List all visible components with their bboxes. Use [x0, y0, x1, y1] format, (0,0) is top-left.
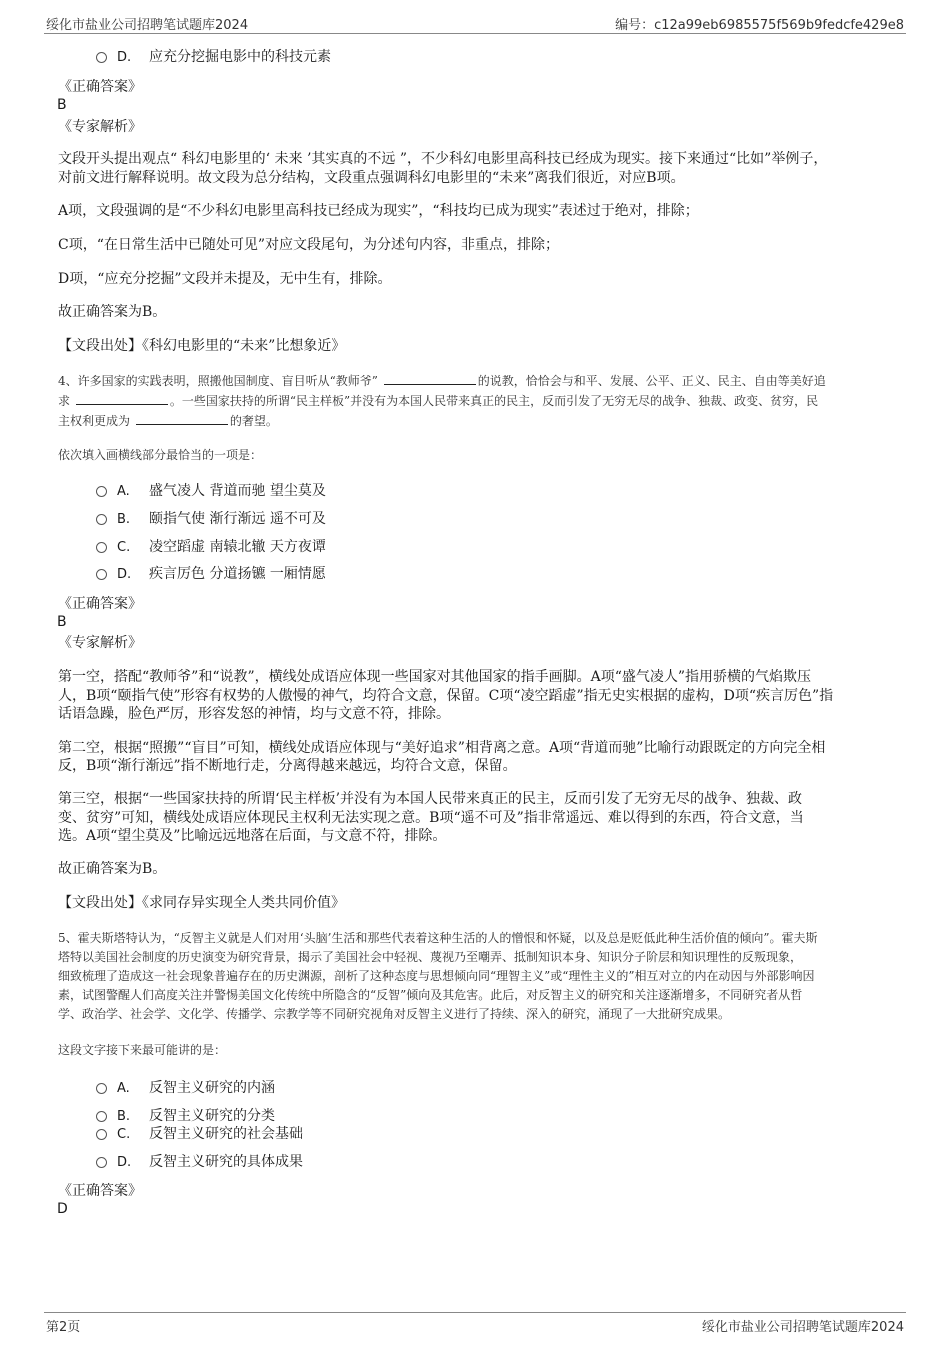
blank-1 [384, 372, 476, 385]
q3-option-d[interactable]: D. 应充分挖掘电影中的科技元素 [96, 49, 331, 66]
q4-prompt: 依次填入画横线部分最恰当的一项是： [58, 448, 263, 462]
q3-analysis-p1-l2: 对前文进行解释说明。故文段为总分结构，文段重点强调科幻电影里的“未来”离我们很近，对应B项。 [58, 170, 685, 186]
q4-stem-l3: 主权利更成为 的奢望。 [58, 414, 278, 428]
radio-icon[interactable] [96, 486, 107, 497]
radio-icon[interactable] [96, 1157, 107, 1168]
q5-stem-l1: 5、霍夫斯塔特认为，“反智主义就是人们对用‘头脑’生活和那些代表着这种生活的人的憎恨和怀疑，以及总是贬低此种生活价值的倾向”。霍夫斯 [58, 931, 818, 945]
header-title: 绥化市盐业公司招聘笔试题库2024 [46, 18, 249, 33]
radio-icon[interactable] [96, 1083, 107, 1094]
q5-option-a[interactable]: A. 反智主义研究的内涵 [96, 1080, 275, 1097]
q3-answer: B [57, 97, 67, 113]
q3-analysis-c: C项，“在日常生活中已随处可见”对应文段尾句，为分述句内容，非重点，排除； [58, 237, 560, 253]
footer-rule [44, 1312, 906, 1313]
q4-option-b[interactable]: B. 颐指气使 渐行渐远 遥不可及 [96, 511, 326, 528]
q3-answer-label: 《正确答案》 [58, 79, 142, 95]
header-rule [44, 33, 906, 34]
radio-icon[interactable] [96, 52, 107, 63]
q4-option-c[interactable]: C. 凌空蹈虚 南辕北辙 天方夜谭 [96, 539, 326, 556]
radio-icon[interactable] [96, 569, 107, 580]
q5-option-c[interactable]: C. 反智主义研究的社会基础 [96, 1126, 303, 1143]
q4-answer-label: 《正确答案》 [58, 596, 142, 612]
q3-source: 【文段出处】《科幻电影里的“未来”比想象近》 [58, 338, 346, 354]
blank-3 [136, 412, 228, 425]
q4-p1-l3: 话语急躁，脸色严厉，形容发怒的神情，均与文意不符，排除。 [58, 706, 450, 722]
q5-option-d[interactable]: D. 反智主义研究的具体成果 [96, 1154, 303, 1171]
q4-p1-l2: 人，B项“颐指气使”形容有权势的人傲慢的神气，均符合文意，保留。C项“凌空蹈虚”指无史实根据的虚构，D项“疾言厉色”指 [58, 688, 834, 704]
q5-answer: D [57, 1201, 68, 1217]
q4-p3-l2: 变、贫穷”可知，横线处成语应体现民主权利无法实现之意。B项“遥不可及”指非常遥远、难以得到的东西，符合文意，当 [58, 810, 804, 826]
q5-option-b[interactable]: B. 反智主义研究的分类 [96, 1108, 275, 1125]
radio-icon[interactable] [96, 514, 107, 525]
q3-conclusion: 故正确答案为B。 [58, 304, 167, 320]
q3-analysis-label: 《专家解析》 [58, 119, 142, 135]
q5-answer-label: 《正确答案》 [58, 1183, 142, 1199]
q4-conclusion: 故正确答案为B。 [58, 861, 167, 877]
q4-answer: B [57, 614, 67, 630]
q4-p2-l1: 第二空，根据“照搬”“盲目”可知，横线处成语应体现与“美好追求”相背离之意。A项“背道而驰”比喻行动跟既定的方向完全相 [58, 740, 826, 756]
radio-icon[interactable] [96, 542, 107, 553]
q4-option-d[interactable]: D. 疾言厉色 分道扬镳 一厢情愿 [96, 566, 326, 583]
q4-p3-l3: 选。A项“望尘莫及”比喻远远地落在后面，与文意不符，排除。 [58, 828, 447, 844]
footer-page-number: 第2页 [46, 1320, 81, 1335]
q3-analysis-p1-l1: 文段开头提出观点“ 科幻电影里的‘ 未来 ’其实真的不远 ”，不少科幻电影里高科技已经成为现实。接下来通过“比如”举例子， [58, 151, 828, 167]
q4-option-a[interactable]: A. 盛气凌人 背道而驰 望尘莫及 [96, 483, 326, 500]
q5-stem-l5: 学、政治学、社会学、文化学、传播学、宗教学等不同研究视角对反智主义进行了持续、深入的研究，涌现了一大批研究成果。 [58, 1007, 731, 1021]
q4-p3-l1: 第三空，根据“一些国家扶持的所谓‘民主样板’并没有为本国人民带来真正的民主，反而引发了无穷无尽的战争、独裁、政 [58, 791, 803, 807]
q3-analysis-a: A项，文段强调的是“不少科幻电影里高科技已经成为现实”，“科技均已成为现实”表述过于绝对，排除； [58, 203, 699, 219]
q3-analysis-d: D项，“应充分挖掘”文段并未提及，无中生有，排除。 [58, 271, 392, 287]
radio-icon[interactable] [96, 1111, 107, 1122]
q4-stem-l2: 求 。一些国家扶持的所谓“民主样板”并没有为本国人民带来真正的民主，反而引发了无穷无尽的战争、独裁、政变、贫穷，民 [58, 394, 819, 408]
q4-p1-l1: 第一空，搭配“教师爷”和“说教”，横线处成语应体现一些国家对其他国家的指手画脚。A项“盛气凌人”指用骄横的气焰欺压 [58, 669, 812, 685]
q4-p2-l2: 反，B项“渐行渐远”指不断地行走，分离得越来越远，均符合文意，保留。 [58, 758, 517, 774]
q4-analysis-label: 《专家解析》 [58, 635, 142, 651]
q5-stem-l2: 塔特以美国社会制度的历史演变为研究背景，揭示了美国社会中轻视、蔑视乃至嘲弄、抵制知识本身、知识分子阶层和知识理性的反叛现象， [58, 950, 803, 964]
header-code: 编号：c12a99eb6985575f569b9fedcfe429e8 [615, 18, 904, 33]
q4-source: 【文段出处】《求同存异实现全人类共同价值》 [58, 895, 345, 911]
blank-2 [76, 392, 168, 405]
footer-title: 绥化市盐业公司招聘笔试题库2024 [701, 1320, 904, 1335]
radio-icon[interactable] [96, 1129, 107, 1140]
q5-stem-l4: 素，试图警醒人们高度关注并警惕美国文化传统中所隐含的“反智”倾向及其危害。此后，对反智主义的研究和关注逐渐增多，不同研究者从哲 [58, 988, 803, 1002]
q5-stem-l3: 细致梳理了造成这一社会现象普遍存在的历史渊源，剖析了这种态度与思想倾向同“理智主义”或“理性主义的”相互对立的内在动因与外部影响因 [58, 969, 815, 983]
q5-prompt: 这段文字接下来最可能讲的是： [58, 1043, 227, 1057]
q4-stem-l1: 4、许多国家的实践表明，照搬他国制度、盲目听从“教师爷” 的说教，恰恰会与和平、发展、公平、正义、民主、自由等美好追 [58, 374, 826, 388]
